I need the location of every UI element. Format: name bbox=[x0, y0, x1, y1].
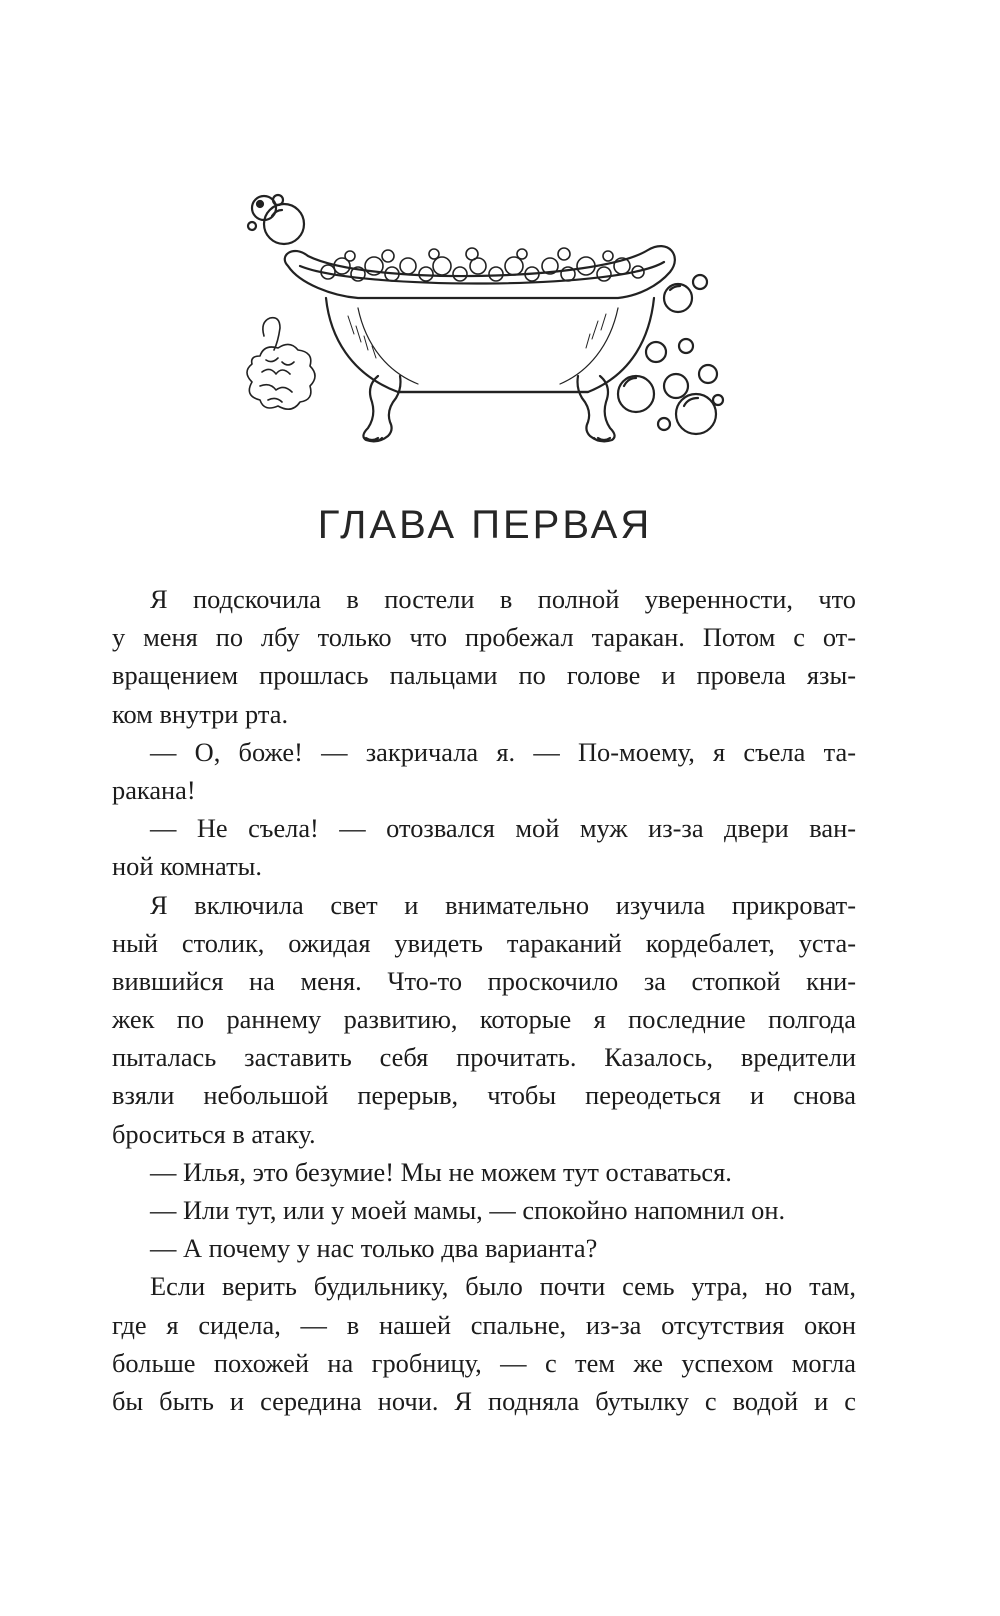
body-line: Если верить будильнику, было почти семь утра, но там, bbox=[150, 1271, 856, 1302]
body-line: где я сидела, — в нашей спальне, из-за отсутствия окон bbox=[112, 1309, 856, 1340]
body-line: жек по раннему развитию, которые я последние полгода bbox=[112, 1004, 856, 1035]
chapter-title: ГЛАВА ПЕРВАЯ bbox=[317, 503, 653, 547]
body-line: Я подскочила в постели в полной уверенности, что bbox=[150, 584, 856, 614]
loofah-icon bbox=[247, 318, 315, 409]
body-line: Я включила свет и внимательно изучила прикроват- bbox=[150, 889, 856, 920]
body-line: ный столик, ожидая увидеть тараканий кордебалет, уста- bbox=[112, 927, 856, 958]
body-line: ком внутри рта. bbox=[112, 698, 289, 729]
body-line: — А почему у нас только два варианта? bbox=[150, 1233, 598, 1264]
body-line: — Не съела! — отозвался мой муж из-за двери ван- bbox=[150, 813, 856, 844]
body-line: вившийся на меня. Что-то проскочило за стопкой кни- bbox=[112, 965, 856, 996]
body-line: броситься в атаку. bbox=[112, 1118, 316, 1149]
body-line: взяли небольшой перерыв, чтобы переодеться и снова bbox=[112, 1080, 856, 1111]
body-line: ной комнаты. bbox=[112, 851, 262, 882]
body-line: — О, боже! — закричала я. — По-моему, я съела та- bbox=[150, 736, 856, 767]
body-line: ракана! bbox=[112, 774, 196, 805]
body-line: — Илья, это безумие! Мы не можем тут оставаться. bbox=[150, 1156, 732, 1187]
bubbles-top-left-icon bbox=[248, 195, 304, 244]
bathtub-illustration bbox=[238, 186, 738, 461]
bubbles-right-icon bbox=[618, 275, 723, 434]
body-line: у меня по лбу только что пробежал таракан. Потом с от- bbox=[112, 622, 856, 653]
body-line: вращением прошлась пальцами по голове и провела язы- bbox=[112, 660, 856, 691]
body-line: — Или тут, или у моей мамы, — спокойно напомнил он. bbox=[150, 1195, 786, 1225]
body-line: больше похожей на гробницу, — с тем же успехом могла bbox=[112, 1347, 856, 1378]
chapter-body-text bbox=[112, 580, 856, 1420]
body-line: бы быть и середина ночи. Я подняла бутылку с водой и с bbox=[112, 1385, 856, 1416]
body-line: пыталась заставить себя прочитать. Казалось, вредители bbox=[112, 1042, 856, 1073]
tub-foot-right-icon bbox=[578, 376, 615, 441]
